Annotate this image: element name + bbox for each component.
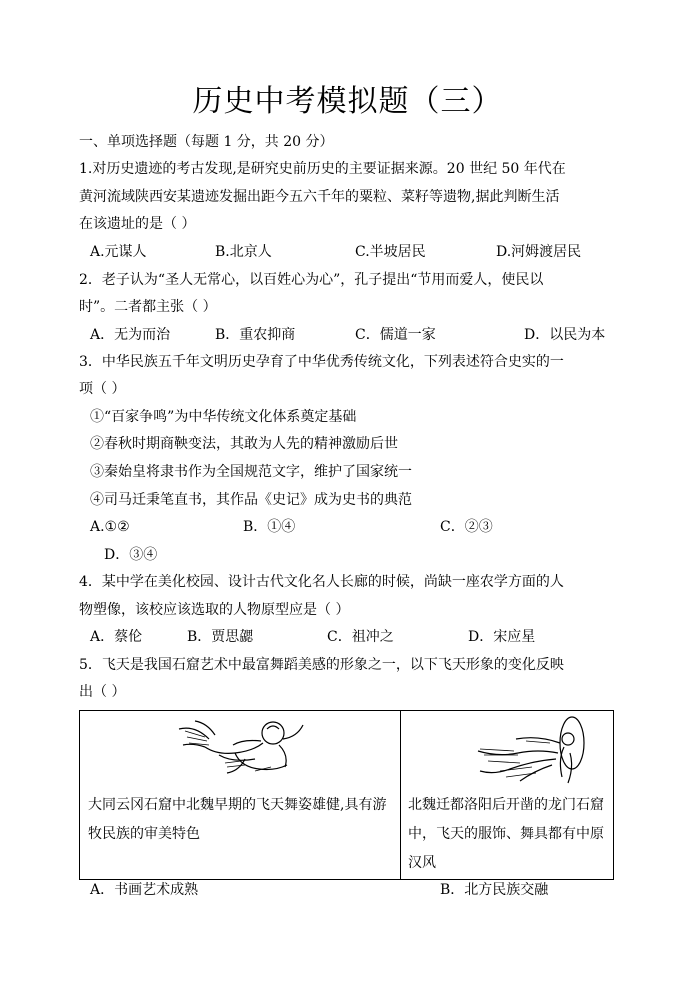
q2-line-2: 时”。二者都主张（ ）	[79, 299, 217, 315]
q3-option-a[interactable]: A.①②	[90, 519, 130, 535]
cell-left-text: 大同云冈石窟中北魏早期的飞天舞姿雄健,具有游牧民族的审美特色	[88, 797, 387, 842]
q4-option-b[interactable]: B．贾思勰	[187, 629, 254, 645]
q2-option-d[interactable]: D．以民为本	[524, 327, 606, 343]
q4-option-c[interactable]: C．祖冲之	[327, 629, 394, 645]
q5-option-b[interactable]: B．北方民族交融	[440, 882, 549, 898]
q1-option-a[interactable]: A.元谋人	[90, 244, 147, 260]
q3-option-b[interactable]: B．①④	[243, 519, 296, 535]
section-heading: 一、单项选择题（每题 1 分，共 20 分）	[79, 134, 334, 150]
q4-line-2: 物塑像，该校应该选取的人物原型应是（ ）	[79, 602, 350, 618]
q1-line-2: 黄河流域陕西安某遗迹发掘出距今五六千年的粟粒、菜籽等遗物,据此判断生活	[79, 189, 560, 205]
q1-line-3: 在该遗址的是（ ）	[79, 216, 196, 232]
cell-right-text: 北魏迁都洛阳后开凿的龙门石窟中，飞天的服饰、舞具都有中原汉风	[408, 797, 604, 871]
q1-option-b[interactable]: B.北京人	[215, 244, 272, 260]
longmen-feitian-illustration	[440, 713, 600, 793]
q2-option-b[interactable]: B．重农抑商	[215, 327, 296, 343]
q2-line-1: 2．老子认为“圣人无常心，以百姓心为心”，孔子提出“节用而爱人，使民以	[79, 272, 544, 288]
yungang-feitian-illustration	[175, 715, 310, 785]
q2-option-c[interactable]: C．儒道一家	[355, 327, 436, 343]
q3-statement-2: ②春秋时期商鞅变法，其敢为人先的精神激励后世	[90, 436, 398, 452]
q3-statement-4: ④司马迁秉笔直书，其作品《史记》成为史书的典范	[90, 492, 412, 508]
q4-option-d[interactable]: D．宋应星	[468, 629, 536, 645]
q5-option-a[interactable]: A．书画艺术成熟	[90, 882, 199, 898]
q2-option-a[interactable]: A．无为而治	[90, 327, 171, 343]
q3-option-c[interactable]: C．②③	[440, 519, 493, 535]
q3-line-1: 3．中华民族五千年文明历史孕育了中华优秀传统文化，下列表述符合史实的一	[79, 354, 564, 370]
q1-option-d[interactable]: D.河姆渡居民	[496, 244, 582, 260]
q4-option-a[interactable]: A．蔡伦	[90, 629, 143, 645]
q3-line-2: 项（ ）	[79, 381, 126, 397]
q3-option-d[interactable]: D．③④	[104, 547, 158, 563]
q1-line-1: 1.对历史遗迹的考古发现,是研究史前历史的主要证据来源。20 世纪 50 年代在	[79, 161, 566, 177]
q5-line-1: 5．飞天是我国石窟艺术中最富舞蹈美感的形象之一，以下飞天形象的变化反映	[79, 657, 564, 673]
q5-line-2: 出（ ）	[79, 684, 126, 700]
feitian-comparison-table	[79, 710, 614, 880]
q3-statement-1: ①“百家争鸣”为中华传统文化体系奠定基础	[90, 409, 357, 425]
q1-option-c[interactable]: C.半坡居民	[355, 244, 426, 260]
table-divider	[400, 711, 401, 879]
page-title: 历史中考模拟题（三）	[192, 84, 503, 119]
q4-line-1: 4．某中学在美化校园、设计古代文化名人长廊的时候，尚缺一座农学方面的人	[79, 574, 564, 590]
q3-statement-3: ③秦始皇将隶书作为全国规范文字，维护了国家统一	[90, 464, 412, 480]
